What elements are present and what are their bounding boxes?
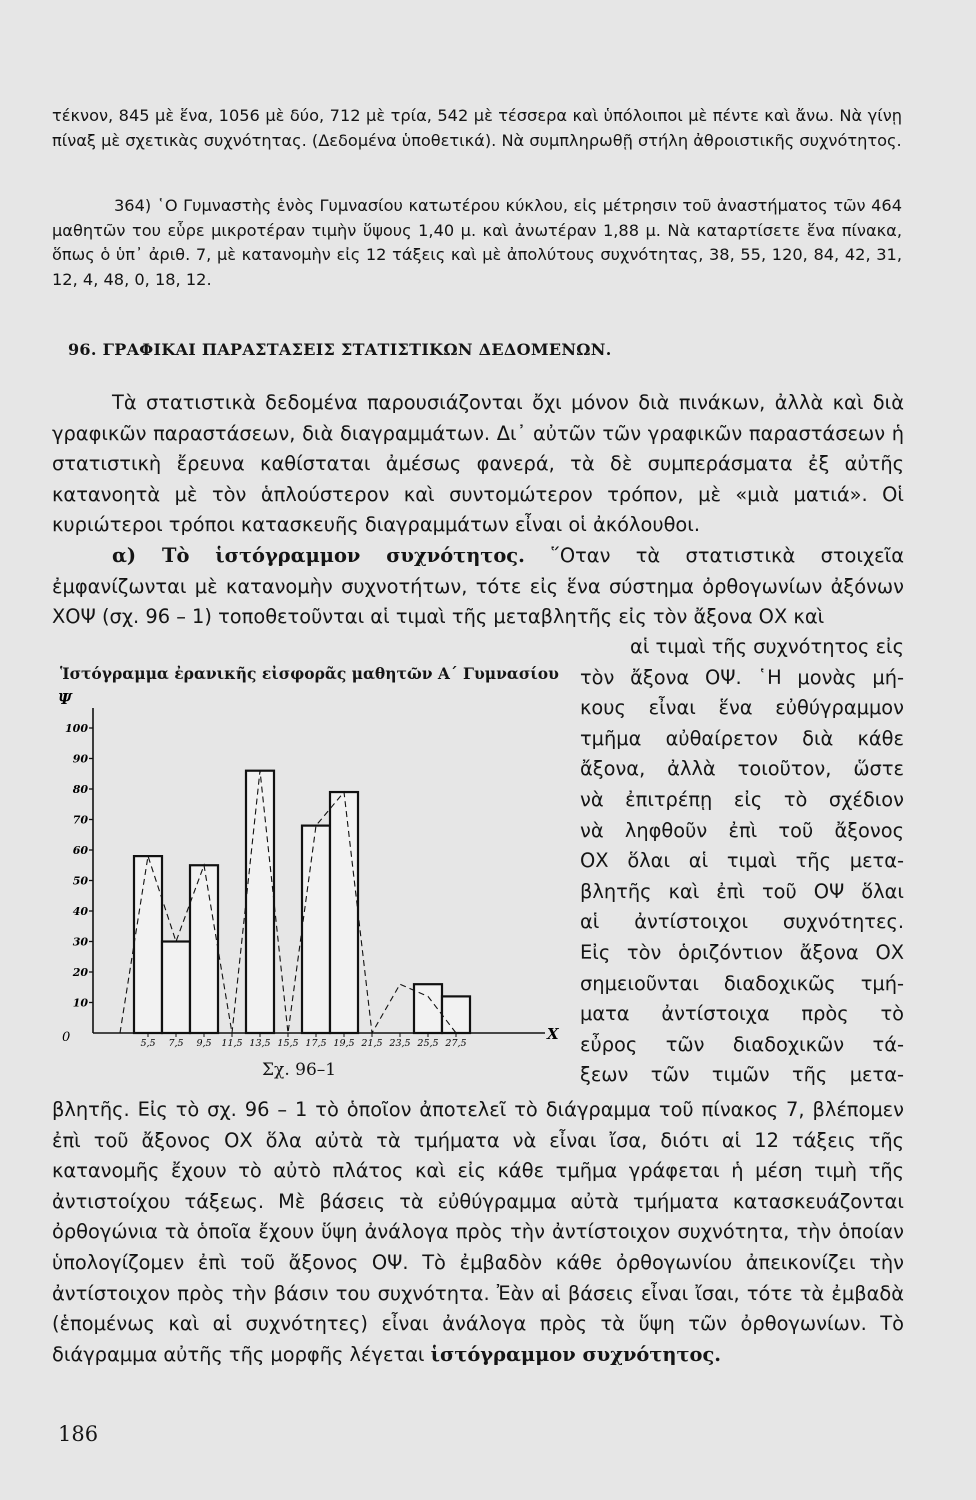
x-tick-label: 5,5 (140, 1038, 156, 1049)
x-tick-label: 7,5 (168, 1038, 184, 1049)
histogram-bar (162, 942, 190, 1034)
right-column-line: τὸν ἄξονα ΟΨ. ῾Η μονὰς μή- (580, 665, 904, 689)
y-tick-label: 100 (65, 722, 88, 735)
right-column-line: εὖρος τῶν διαδοχικῶν τά- (580, 1032, 904, 1056)
bottom-paragraph (52, 1095, 904, 1370)
x-tick-label: 25,5 (417, 1038, 439, 1049)
section-heading: 96. ΓΡΑΦΙΚΑΙ ΠΑΡΑΣΤΑΣΕΙΣ ΣΤΑΤΙΣΤΙΚΩΝ ΔΕΔΟΜΕΝΩΝ. (68, 340, 612, 359)
y-tick-label: 40 (72, 905, 88, 918)
right-column-line: τμῆμα αὐθαίρετον διὰ κάθε (580, 726, 904, 750)
y-tick-label: 70 (72, 813, 88, 827)
histogram-bar (442, 996, 470, 1033)
exercise-363-text: τέκνον, 845 μὲ ἕνα, 1056 μὲ δύο, 712 μὲ τρία, 542 μὲ τέσσερα καὶ ὑπόλοιποι μὲ πέντε καὶ ἄνω. Νὰ γίνῃ πίναξ μὲ σχετικὰς συχνότητας. (Δεδομένα ὑποθετικά). Νὰ συμπληρωθῇ στήλη ἀθροιστικῆς συχνότητος. (52, 106, 902, 150)
figure-caption: Σχ. 96–1 (262, 1060, 337, 1080)
right-column-line: αἱ τιμαὶ τῆς συχνότητος εἰς (630, 635, 904, 658)
y-tick-label: 60 (72, 844, 88, 857)
bottom-text (52, 1095, 904, 1370)
intro-section (52, 388, 904, 633)
y-axis-label: Ψ (58, 690, 72, 708)
histogram-bar (246, 771, 274, 1033)
term-histogram: ἱστόγραμμον συχνότητος. (430, 1342, 722, 1366)
page-number: 186 (58, 1422, 99, 1446)
x-axis-label: Χ (547, 1025, 559, 1043)
bottom-body: βλητῆς. Εἰς τὸ σχ. 96 – 1 τὸ ὁποῖον ἀποτελεῖ τὸ διάγραμμα τοῦ πίνακος 7, βλέπομεν ἐπὶ τοῦ ἄξονος ΟΧ ὅλα αὐτὰ τὰ τμήματα νὰ εἶναι ἴσα, διότι αἱ 12 τάξεις τῆς κατανομῆς ἔχουν τὸ αὐτὸ πλάτος καὶ εἰς κάθε τμῆμα γράφεται ἡ μέση τιμὴ τῆς ἀντιστοίχου τάξεως. Μὲ βάσεις τὰ εὐθύγραμμα αὐτὰ τμήματα κατασκευάζονται ὀρθογώνια τὰ ὁποῖα ἔχουν ὕψη ἀνάλογα πρὸς τὴν ἀντίστοιχον συχνότητα, τὴν ὁποίαν ὑπολογίζομεν ἐπὶ τοῦ ἄξονος ΟΨ. Τὸ ἐμβαδὸν κάθε ὀρθογωνίου ἀπεικονίζει τὴν ἀντίστοιχον πρὸς τὴν βάσιν του συχνότητα. Ἐὰν αἱ βάσεις εἶναι ἴσαι, τότε τὰ ἐμβαδὰ (ἑπομένως καὶ αἱ συχνότητες) εἶναι ἀνάλογα πρὸς τὰ ὕψη τῶν ὀρθογωνίων. Τὸ διάγραμμα αὐτῆς τῆς μορφῆς λέγεται (52, 1098, 904, 1366)
y-tick-label: 10 (72, 996, 88, 1010)
right-column-line: αἱ ἀντίστοιχοι συχνότητες. (580, 910, 904, 934)
right-column-line: βλητῆς καὶ ἐπὶ τοῦ ΟΨ ὅλαι (580, 879, 904, 903)
origin-label: 0 (62, 1030, 71, 1045)
right-column-line: ἄξονα, ἀλλὰ τοιοῦτον, ὥστε (580, 757, 904, 781)
y-tick-label: 90 (72, 752, 88, 766)
right-column-line: σημειοῦνται διαδοχικῶς τμή- (580, 971, 904, 995)
right-column-line: κους εἶναι ἕνα εὐθύγραμμον (580, 696, 904, 720)
exercise-364-text: 364) ῾Ο Γυμναστὴς ἑνὸς Γυμνασίου κατωτέρου κύκλου, εἰς μέτρησιν τοῦ ἀναστήματος τῶν 464 μαθητῶν του εὗρε μικροτέραν τιμὴν ὕψους 1,40 μ. καὶ ἀνωτέραν 1,88 μ. Νὰ καταρτίσετε ἕνα πίνακα, ὅπως ὁ ὑπ᾽ ἀριθ. 7, μὲ κατανομὴν εἰς 12 τάξεις καὶ μὲ ἀπολύτους συχνότητας, 38, 55, 120, 84, 42, 31, 12, 4, 48, 0, 18, 12. (52, 196, 902, 289)
y-tick-label: 50 (72, 874, 88, 888)
right-column-text (580, 632, 904, 1091)
histogram-paragraph (52, 541, 904, 633)
y-tick-label: 30 (72, 935, 88, 949)
right-column-line: ξεων τῶν τιμῶν τῆς μετα- (580, 1063, 904, 1087)
y-tick-label: 20 (72, 966, 88, 979)
right-column-line: ματα ἀντίστοιχα πρὸς τὸ (580, 1002, 904, 1026)
exercise-364 (52, 194, 902, 292)
x-tick-label: 27,5 (445, 1038, 467, 1049)
x-tick-label: 9,5 (196, 1038, 212, 1049)
histogram-subtitle: α) Τὸ ἱστόγραμμον συχνότητος. (112, 543, 525, 567)
exercise-continuation (52, 104, 902, 153)
x-tick-label: 11,5 (221, 1038, 243, 1049)
histogram-chart (40, 686, 570, 1058)
x-tick-label: 21,5 (361, 1038, 383, 1049)
right-column-line: Εἰς τὸν ὁριζόντιον ἄξονα ΟΧ (580, 940, 904, 964)
right-column-line: νὰ ἐπιτρέπῃ εἰς τὸ σχέδιον (580, 787, 904, 811)
histogram-bar (330, 792, 358, 1033)
x-tick-label: 15,5 (277, 1038, 299, 1049)
chart-title: Ἱστόγραμμα ἐρανικῆς εἰσφορᾶς μαθητῶν Α΄ Γυμνασίου (60, 664, 559, 683)
histogram-bar (302, 826, 330, 1033)
right-column-line: νὰ ληφθοῦν ἐπὶ τοῦ ἄξονος (580, 818, 904, 842)
x-tick-label: 19,5 (333, 1038, 355, 1049)
right-column-line: ΟΧ ὅλαι αἱ τιμαὶ τῆς μετα- (580, 849, 904, 873)
x-tick-label: 17,5 (305, 1038, 327, 1049)
histogram-bar (134, 856, 162, 1033)
x-tick-label: 13,5 (249, 1038, 271, 1049)
x-tick-label: 23,5 (389, 1038, 411, 1049)
histogram-intro-text: ῞Οταν τὰ στατιστικὰ στοιχεῖα ἐμφανίζωνται μὲ κατανομὴν συχνοτήτων, τότε εἰς ἕνα σύστημα ὀρθογωνίων ἀξόνων ΧΟΨ (σχ. 96 – 1) τοποθετοῦνται αἱ τιμαὶ τῆς μεταβλητῆς εἰς τὸν ἄξονα ΟΧ καὶ (52, 543, 904, 629)
y-tick-label: 80 (72, 783, 88, 796)
intro-paragraph: Τὰ στατιστικὰ δεδομένα παρουσιάζονται ὄχι μόνον διὰ πινάκων, ἀλλὰ καὶ διὰ γραφικῶν παραστάσεων, διὰ διαγραμμάτων. Δι᾽ αὐτῶν τῶν γραφικῶν παραστάσεων ἡ στατιστικὴ ἔρευνα καθίσταται ἀμέσως φανερά, τὰ δὲ συμπεράσματα ἐξ αὐτῆς κατανοητὰ μὲ τὸν ἁπλούστερον καὶ συντομώτερον τρόπον, μὲ «μιὰ ματιά». Οἱ κυριώτεροι τρόποι κατασκευῆς διαγραμμάτων εἶναι οἱ ἀκόλουθοι. (52, 391, 904, 537)
